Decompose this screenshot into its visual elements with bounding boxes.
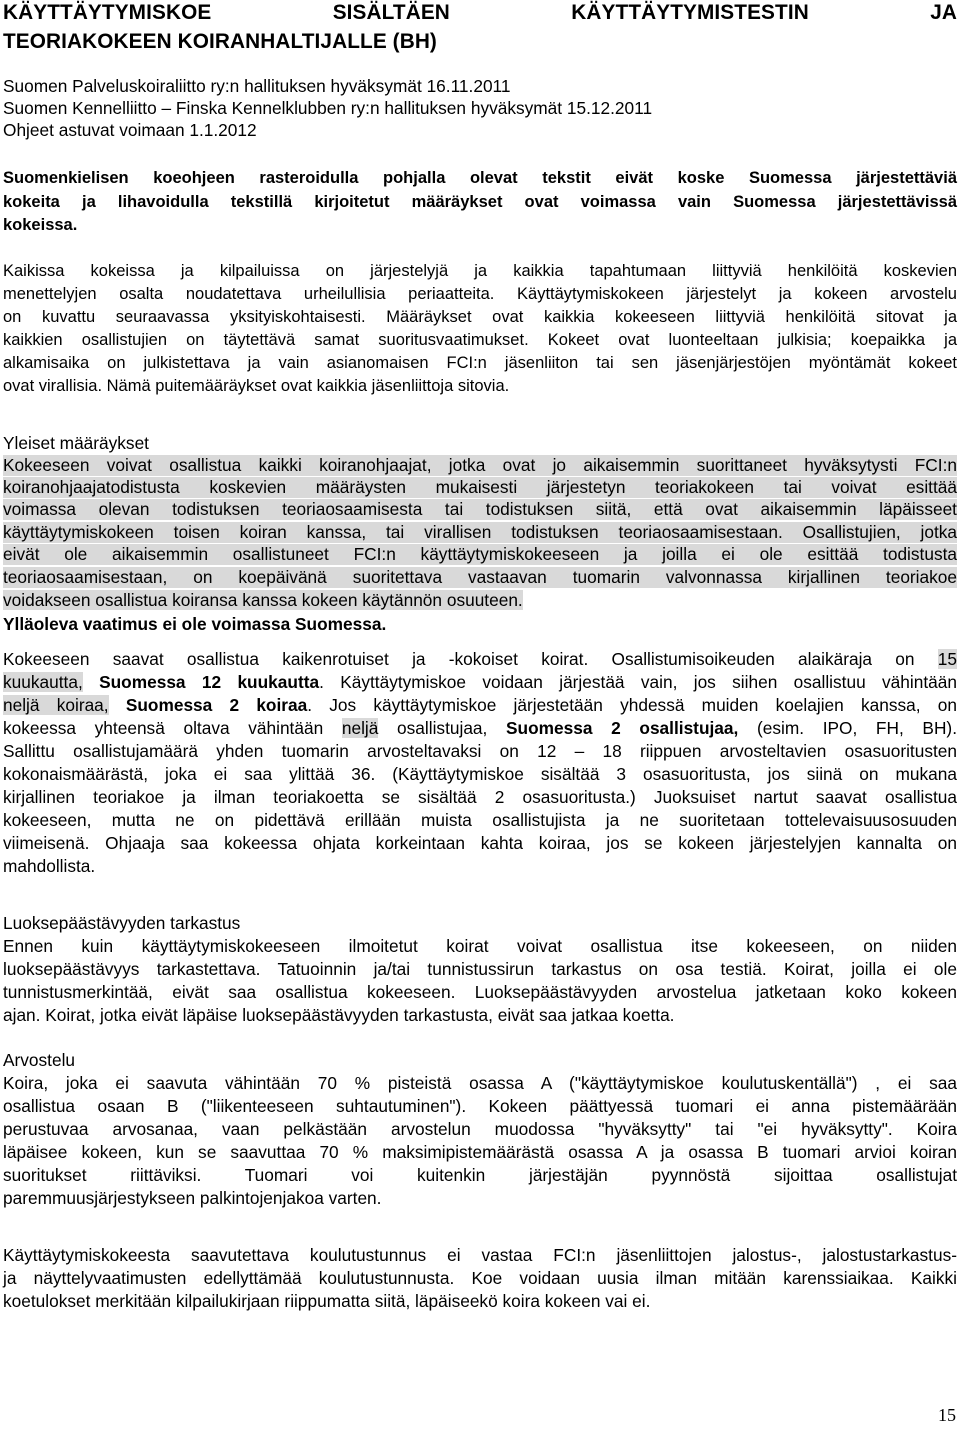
title-line-2: TEORIAKOKEEN KOIRANHALTIJALLE (BH) <box>3 30 437 53</box>
evaluation-line: paremmuusjärjestykseen palkintojenjakoa varten. <box>3 1188 382 1208</box>
closing-line: koetulokset merkitään kilpailukirjaan riippumatta siitä, läpäiseekö koira kokeen vai ei. <box>3 1291 651 1311</box>
identity-line: tunnistusmerkintää, eivät saa osallistua kokeeseen. Luoksepäästävyyden arvostelua jatketaan koko kokeen <box>3 982 957 1002</box>
evaluation-line: suoritukset riittäviksi. Tuomari voi kuitenkin järjestäjän pyynnöstä sijoittaa osallistujat <box>3 1165 957 1185</box>
rule-text: (esim. IPO, FH, BH). <box>757 718 957 738</box>
rule-line: kokeeseen, mutta ne on pidettävä erillään muista osallistujista ja ne suoritetaan tottelevaisuusosuuden <box>3 810 957 830</box>
rule-line <box>3 695 957 716</box>
rule-line: mahdollista. <box>3 856 96 876</box>
section-heading-evaluation: Arvostelu <box>3 1050 76 1070</box>
highlighted-text: 15 <box>937 649 957 669</box>
rule-text: kokeessa yhteensä oltava vähintään <box>3 718 324 738</box>
notice-line: kokeita ja lihavoidulla tekstillä kirjoitetut määräykset ovat voimassa vain Suomessa järjestettävissä <box>3 193 957 211</box>
rule-text: Kokeeseen saavat osallistua kaikenrotuiset ja -kokoiset koirat. Osallistumisoikeuden alaikäraja on <box>3 649 915 669</box>
finland-note: Ylläoleva vaatimus ei ole voimassa Suomessa. <box>3 614 387 634</box>
intro-line: kaikkien osallistujien on täytettävä samat suoritusvaatimukset. Kokeet ovat luonteeltaan julkisia; koepaikka ja <box>3 331 957 349</box>
evaluation-line: läpäisee kokeen, kun se saavuttaa 70 % maksimipistemäärästä osassa A ja osassa B tuomari arvioi koiran <box>3 1142 957 1162</box>
bold-text: Suomessa 12 kuukautta <box>99 672 320 692</box>
approval-line-1: Suomen Palveluskoiraliitto ry:n hallituksen hyväksymät 16.11.2011 <box>3 76 511 96</box>
shaded-text: voidakseen osallistua koiransa kanssa kokeen käytännön osuuteen. <box>3 590 523 610</box>
section-heading-identity: Luoksepäästävyyden tarkastus <box>3 913 241 933</box>
shaded-rule-line: teoriaosaamisestaan, on koepäivänä suoritettava vastaavan tuomarin valvonnassa kirjallinen teoriakoe <box>3 567 957 587</box>
rule-line <box>3 718 957 739</box>
rule-line: kokonaismäärästä, joka ei saa ylittää 36. (Käyttäytymiskoe sisältää 3 osasuoritusta, jos siinä on mukana <box>3 764 957 784</box>
evaluation-line: perustuvaa arvosanaa, vaan pelkästään arvostelun muodossa "hyväksytty" tai "ei hyväksytty". Koira <box>3 1119 957 1139</box>
highlighted-text: kuukautta, <box>3 672 83 692</box>
shaded-rule-line: voimassa olevan todistuksen teoriaosaamisesta tai todistuksen siitä, että ovat aikaisemmin läpäisseet <box>3 499 957 519</box>
closing-line: Käyttäytymiskokeesta saavutettava koulutustunnus ei vastaa FCI:n jäsenliittojen jalostus-, jalostustarkastus- <box>3 1245 957 1265</box>
rule-line: Sallittu osallistujamäärä yhden tuomarin arvosteltavaksi on 12 – 18 riippuen arvosteltavien osasuoritusten <box>3 741 957 761</box>
identity-line: luoksepäästävyys tarkastettava. Tatuoinnin ja/tai tunnistussirun tarkastus on osa testiä. Koirat, joilla ei ole <box>3 959 957 979</box>
notice-line: Suomenkielisen koeohjeen rasteroidulla pohjalla olevat tekstit eivät koske Suomessa järjestettäviä <box>3 169 957 187</box>
shaded-rule-line: Kokeeseen voivat osallistua kaikki koiranohjaajat, jotka ovat jo aikaisemmin suorittaneet hyväksytysti FCI:n <box>3 455 957 475</box>
rule-line: kirjallinen teoriakoe ja ilman teoriakoetta se sisältää 2 osasuoritusta.) Juoksuiset nartut saavat osallistua <box>3 787 957 807</box>
rule-text: . Jos käyttäytymiskoe järjestetään yhdessä muiden koelajien kanssa, on <box>307 695 957 715</box>
section-heading-general: Yleiset määräykset <box>3 433 149 453</box>
closing-line: ja näyttelyvaatimusten edellyttämää koulutustunnusta. Koe voidaan uusia ilman mitään karenssiaikaa. Kaikki <box>3 1268 957 1288</box>
intro-line: menettelyjen osalta noudatettava urheilullisia periaatteita. Käyttäytymiskokeen järjestelyt ja kokeen arvostelu <box>3 285 957 303</box>
shaded-rule-line: koiranohjaajatodistusta koskevien määräysten mukaisesti järjestetyn teoriakokeen tai voivat esittää <box>3 477 957 497</box>
rule-line: viimeisenä. Ohjaaja saa kokeessa ohjata korkeintaan kahta koiraa, jos se kokeen järjestelyjen kannalta on <box>3 833 957 853</box>
page-number: 15 <box>938 1405 956 1425</box>
effective-date: Ohjeet astuvat voimaan 1.1.2012 <box>3 120 257 140</box>
bold-text: Suomessa 2 koiraa <box>125 695 308 715</box>
intro-line: alkamisaika on julkistettava ja vain asianomaisen FCI:n jäsenliiton tai sen jäsenjärjestöjen myöntämät kokeet <box>3 354 957 372</box>
shaded-rule-line: käyttäytymiskokeen toisen koiran kanssa, tai virallisen todistuksen teoriaosaamisestaan. Osallistujien, jotka <box>3 522 957 542</box>
intro-line: on kuvattu seuraavassa yksityiskohtaisesti. Määräykset ovat kaikkia kokeeseen liittyviä henkilöitä sitovat ja <box>3 308 957 326</box>
evaluation-line: osallistua osaan B ("liikenteeseen suhtautuminen"). Kokeen päättyessä tuomari ei anna pistemäärään <box>3 1096 957 1116</box>
title-line-1: KÄYTTÄYTYMISKOE SISÄLTÄEN KÄYTTÄYTYMISTESTIN JA <box>3 1 957 24</box>
shaded-rule-line-last <box>3 590 957 611</box>
rule-line <box>3 672 957 693</box>
evaluation-line: Koira, joka ei saavuta vähintään 70 % pisteistä osassa A ("käyttäytymiskoe koulutuskentällä") , ei saa <box>3 1073 957 1093</box>
bold-text: Suomessa 2 osallistujaa, <box>506 718 739 738</box>
highlighted-text: neljä koiraa, <box>3 695 109 715</box>
shaded-rule-line: eivät ole aikaisemmin osallistuneet FCI:n käyttäytymiskokeeseen ja joilla ei ole esittää todistusta <box>3 544 957 564</box>
notice-line: kokeissa. <box>3 216 78 234</box>
intro-line: Kaikissa kokeissa ja kilpailuissa on järjestelyjä ja kaikkia tapahtumaan liittyviä henkilöitä koskevien <box>3 262 957 280</box>
rule-text: . Käyttäytymiskoe voidaan järjestää vain, jos siihen osallistuu vähintään <box>319 672 957 692</box>
approval-line-2: Suomen Kennelliitto – Finska Kennelklubben ry:n hallituksen hyväksymät 15.12.2011 <box>3 98 653 118</box>
identity-line: ajan. Koirat, jotka eivät läpäise luoksepäästävyyden tarkastusta, eivät saa jatkaa koetta. <box>3 1005 675 1025</box>
rule-text: osallistujaa, <box>397 718 488 738</box>
highlighted-text: neljä <box>341 718 379 738</box>
intro-line: ovat virallisia. Nämä puitemääräykset ovat kaikkia jäsenliittoja sitovia. <box>3 377 510 395</box>
rule-line <box>3 649 957 670</box>
identity-line: Ennen kuin käyttäytymiskokeeseen ilmoitetut koirat voivat osallistua itse kokeeseen, on niiden <box>3 936 957 956</box>
